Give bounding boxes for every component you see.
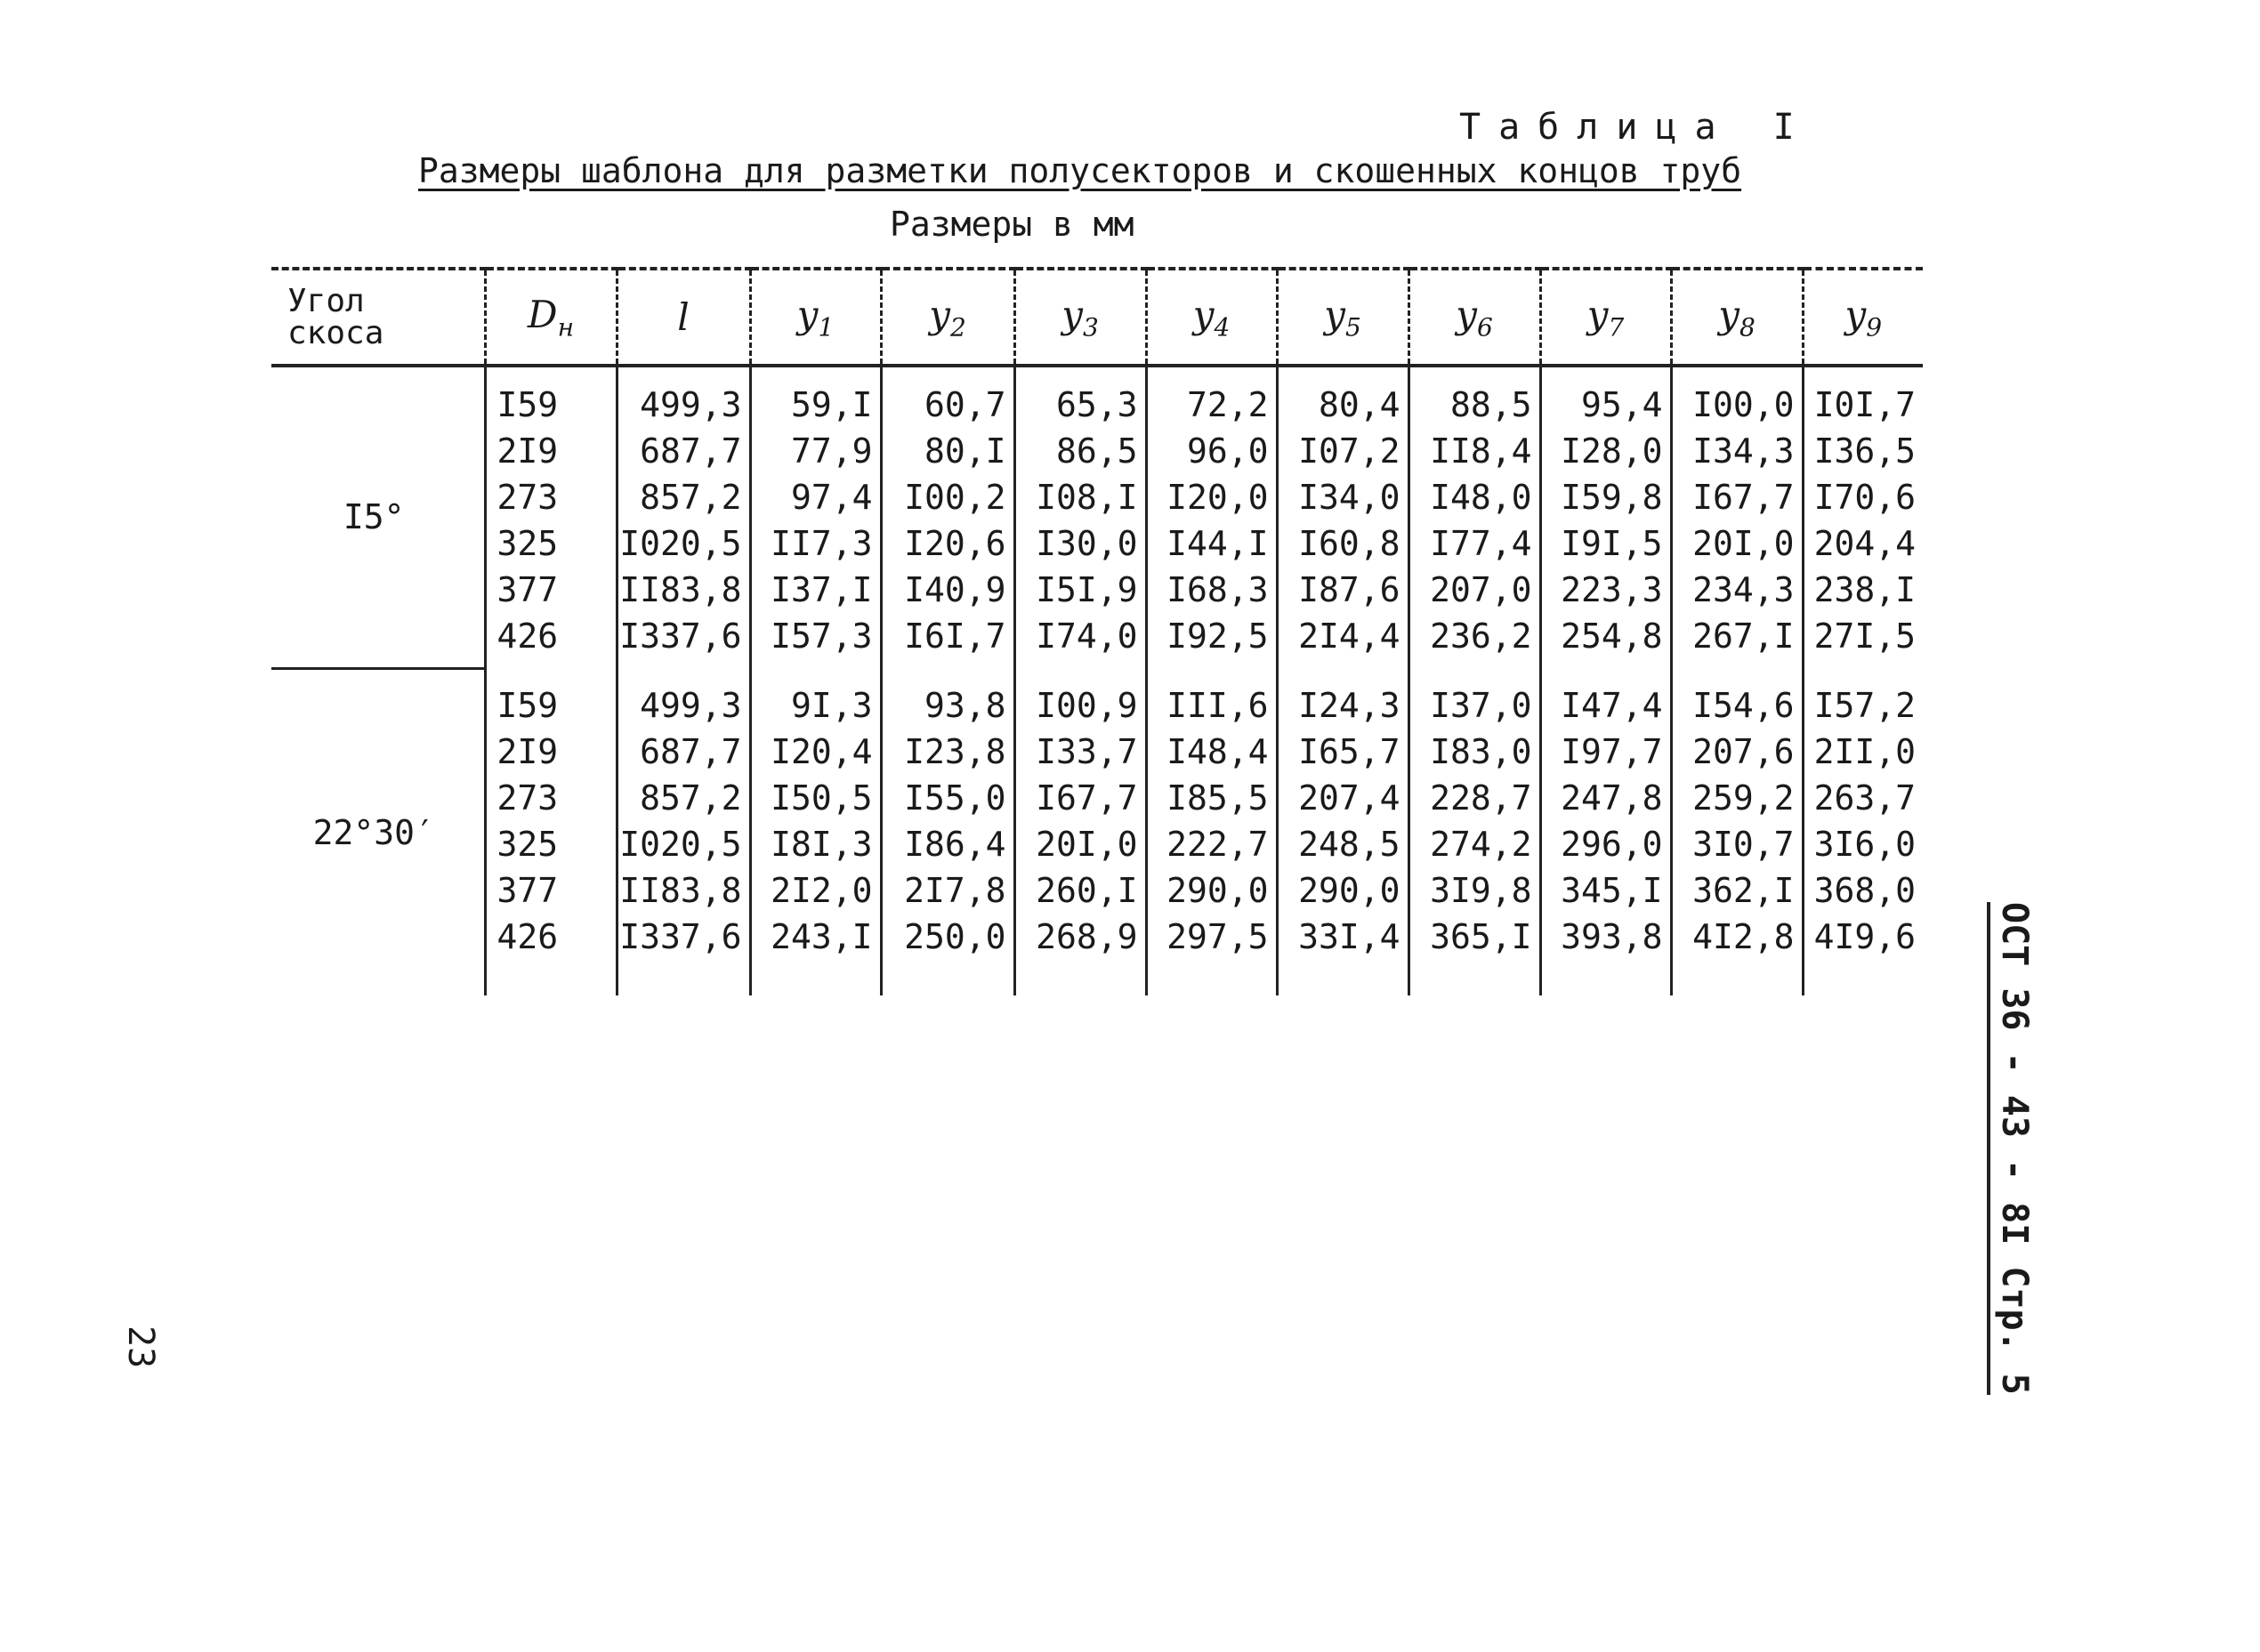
cell-y7: 393,8 — [1540, 914, 1671, 995]
cell-y6: I83,0 — [1408, 729, 1540, 775]
table-caption: Таблица I — [1459, 107, 1812, 148]
table-row — [271, 914, 1923, 995]
column-header-angle: Угол скоса — [271, 269, 485, 366]
cell-y3: I30,0 — [1014, 520, 1146, 567]
cell-y4: I44,I — [1146, 520, 1277, 567]
cell-y8: 259,2 — [1671, 775, 1803, 821]
cell-y2: 80,I — [881, 428, 1014, 474]
cell-y3: 260,I — [1014, 867, 1146, 914]
angle-cell: 22°30′ — [271, 668, 485, 995]
cell-y5: I65,7 — [1277, 729, 1408, 775]
cell-y7: 95,4 — [1540, 366, 1671, 428]
table-row — [271, 474, 1923, 520]
table-row — [271, 775, 1923, 821]
cell-y2: I23,8 — [881, 729, 1014, 775]
cell-y3: 268,9 — [1014, 914, 1146, 995]
cell-y2: 2I7,8 — [881, 867, 1014, 914]
cell-y9: 263,7 — [1803, 775, 1923, 821]
table-title: Размеры шаблона для разметки полусекторов и скошенных концов труб — [418, 151, 1742, 190]
cell-y4: III,6 — [1146, 668, 1277, 729]
cell-dn: 273 — [485, 474, 617, 520]
column-header-y3: $y_3$ — [1014, 269, 1146, 366]
cell-y9: 2II,0 — [1803, 729, 1923, 775]
cell-y3: I5I,9 — [1014, 567, 1146, 613]
cell-y8: 234,3 — [1671, 567, 1803, 613]
cell-y1: I20,4 — [750, 729, 881, 775]
cell-y5: 290,0 — [1277, 867, 1408, 914]
column-header-y9: $y_9$ — [1803, 269, 1923, 366]
cell-y1: I57,3 — [750, 613, 881, 668]
cell-y9: I70,6 — [1803, 474, 1923, 520]
column-header-dn: $D_н$ — [485, 269, 617, 366]
header-row — [271, 269, 1923, 366]
cell-l: II83,8 — [617, 867, 750, 914]
table-row — [271, 821, 1923, 867]
cell-y9: 27I,5 — [1803, 613, 1923, 668]
cell-y1: 59,I — [750, 366, 881, 428]
cell-l: 857,2 — [617, 474, 750, 520]
cell-y3: 20I,0 — [1014, 821, 1146, 867]
cell-dn: 426 — [485, 613, 617, 668]
cell-y4: I85,5 — [1146, 775, 1277, 821]
table-row — [271, 867, 1923, 914]
cell-dn: 426 — [485, 914, 617, 995]
cell-y8: I00,0 — [1671, 366, 1803, 428]
column-header-y6: $y_6$ — [1408, 269, 1540, 366]
cell-y3: I33,7 — [1014, 729, 1146, 775]
cell-y9: I57,2 — [1803, 668, 1923, 729]
cell-l: 499,3 — [617, 366, 750, 428]
cell-dn: 2I9 — [485, 428, 617, 474]
table-row — [271, 567, 1923, 613]
table-row — [271, 520, 1923, 567]
cell-y3: I67,7 — [1014, 775, 1146, 821]
cell-l: I020,5 — [617, 520, 750, 567]
cell-y3: I00,9 — [1014, 668, 1146, 729]
cell-y5: I34,0 — [1277, 474, 1408, 520]
angle-group-22-30 — [271, 668, 1923, 995]
cell-y2: 93,8 — [881, 668, 1014, 729]
cell-y1: 97,4 — [750, 474, 881, 520]
cell-y6: 88,5 — [1408, 366, 1540, 428]
column-header-y7: $y_7$ — [1540, 269, 1671, 366]
cell-y1: I37,I — [750, 567, 881, 613]
cell-y9: 238,I — [1803, 567, 1923, 613]
column-header-l: l — [617, 269, 750, 366]
cell-y8: 267,I — [1671, 613, 1803, 668]
table-row — [271, 366, 1923, 428]
cell-dn: 273 — [485, 775, 617, 821]
cell-y6: I77,4 — [1408, 520, 1540, 567]
column-header-y5: $y_5$ — [1277, 269, 1408, 366]
cell-y2: I00,2 — [881, 474, 1014, 520]
cell-y3: 86,5 — [1014, 428, 1146, 474]
cell-l: I020,5 — [617, 821, 750, 867]
cell-y6: 365,I — [1408, 914, 1540, 995]
cell-l: II83,8 — [617, 567, 750, 613]
cell-y9: 204,4 — [1803, 520, 1923, 567]
cell-y8: I54,6 — [1671, 668, 1803, 729]
cell-y4: 222,7 — [1146, 821, 1277, 867]
cell-y8: 362,I — [1671, 867, 1803, 914]
cell-l: I337,6 — [617, 613, 750, 668]
column-header-y1: $y_1$ — [750, 269, 881, 366]
cell-dn: 377 — [485, 567, 617, 613]
cell-y4: I20,0 — [1146, 474, 1277, 520]
cell-y1: 243,I — [750, 914, 881, 995]
cell-l: 687,7 — [617, 428, 750, 474]
cell-y5: 2I4,4 — [1277, 613, 1408, 668]
cell-y5: I60,8 — [1277, 520, 1408, 567]
cell-y8: 3I0,7 — [1671, 821, 1803, 867]
cell-l: I337,6 — [617, 914, 750, 995]
cell-y2: I86,4 — [881, 821, 1014, 867]
cell-y9: 368,0 — [1803, 867, 1923, 914]
cell-y8: 207,6 — [1671, 729, 1803, 775]
cell-y9: I36,5 — [1803, 428, 1923, 474]
angle-group-15 — [271, 366, 1923, 668]
cell-y1: 77,9 — [750, 428, 881, 474]
cell-y4: I48,4 — [1146, 729, 1277, 775]
cell-l: 687,7 — [617, 729, 750, 775]
table-row — [271, 613, 1923, 668]
cell-y1: I8I,3 — [750, 821, 881, 867]
cell-y1: I50,5 — [750, 775, 881, 821]
cell-y6: II8,4 — [1408, 428, 1540, 474]
cell-y7: I28,0 — [1540, 428, 1671, 474]
cell-y2: I55,0 — [881, 775, 1014, 821]
cell-dn: I59 — [485, 366, 617, 428]
column-header-y2: $y_2$ — [881, 269, 1014, 366]
cell-y4: I92,5 — [1146, 613, 1277, 668]
table-row — [271, 668, 1923, 729]
cell-y4: 290,0 — [1146, 867, 1277, 914]
cell-y5: I24,3 — [1277, 668, 1408, 729]
table-row — [271, 729, 1923, 775]
document-code-stamp: ОСТ 36 - 43 - 8I Стр. 5 — [1987, 902, 2035, 1395]
cell-y1: II7,3 — [750, 520, 881, 567]
cell-y9: I0I,7 — [1803, 366, 1923, 428]
cell-y6: 228,7 — [1408, 775, 1540, 821]
cell-y6: I48,0 — [1408, 474, 1540, 520]
cell-dn: 325 — [485, 821, 617, 867]
cell-y9: 4I9,6 — [1803, 914, 1923, 995]
cell-y3: 65,3 — [1014, 366, 1146, 428]
cell-y5: 80,4 — [1277, 366, 1408, 428]
cell-y5: 248,5 — [1277, 821, 1408, 867]
cell-l: 499,3 — [617, 668, 750, 729]
cell-y1: 9I,3 — [750, 668, 881, 729]
cell-y7: I9I,5 — [1540, 520, 1671, 567]
cell-y3: I08,I — [1014, 474, 1146, 520]
column-header-y8: $y_8$ — [1671, 269, 1803, 366]
angle-cell: I5° — [343, 497, 405, 537]
cell-y6: 3I9,8 — [1408, 867, 1540, 914]
cell-y7: 247,8 — [1540, 775, 1671, 821]
cell-y4: 72,2 — [1146, 366, 1277, 428]
table-units-note: Размеры в мм — [890, 205, 1134, 244]
page-number: 23 — [120, 1326, 161, 1369]
cell-dn: I59 — [485, 668, 617, 729]
cell-y4: 297,5 — [1146, 914, 1277, 995]
cell-y6: 274,2 — [1408, 821, 1540, 867]
table-row — [271, 428, 1923, 474]
cell-y1: 2I2,0 — [750, 867, 881, 914]
cell-y5: 207,4 — [1277, 775, 1408, 821]
cell-y5: I87,6 — [1277, 567, 1408, 613]
cell-y6: 236,2 — [1408, 613, 1540, 668]
cell-y7: 345,I — [1540, 867, 1671, 914]
cell-y2: I20,6 — [881, 520, 1014, 567]
cell-y7: 296,0 — [1540, 821, 1671, 867]
template-dimensions-table — [271, 267, 1923, 995]
cell-y8: I34,3 — [1671, 428, 1803, 474]
cell-y3: I74,0 — [1014, 613, 1146, 668]
cell-l: 857,2 — [617, 775, 750, 821]
cell-y7: I59,8 — [1540, 474, 1671, 520]
cell-dn: 325 — [485, 520, 617, 567]
cell-y7: I97,7 — [1540, 729, 1671, 775]
cell-y9: 3I6,0 — [1803, 821, 1923, 867]
cell-dn: 377 — [485, 867, 617, 914]
cell-y7: 254,8 — [1540, 613, 1671, 668]
cell-y5: 33I,4 — [1277, 914, 1408, 995]
cell-y8: 4I2,8 — [1671, 914, 1803, 995]
cell-y2: I6I,7 — [881, 613, 1014, 668]
cell-y2: I40,9 — [881, 567, 1014, 613]
cell-y6: I37,0 — [1408, 668, 1540, 729]
cell-y2: 60,7 — [881, 366, 1014, 428]
cell-y8: 20I,0 — [1671, 520, 1803, 567]
cell-y7: 223,3 — [1540, 567, 1671, 613]
cell-dn: 2I9 — [485, 729, 617, 775]
cell-y7: I47,4 — [1540, 668, 1671, 729]
cell-y4: I68,3 — [1146, 567, 1277, 613]
cell-y8: I67,7 — [1671, 474, 1803, 520]
column-header-y4: $y_4$ — [1146, 269, 1277, 366]
cell-y5: I07,2 — [1277, 428, 1408, 474]
cell-y4: 96,0 — [1146, 428, 1277, 474]
cell-y2: 250,0 — [881, 914, 1014, 995]
cell-y6: 207,0 — [1408, 567, 1540, 613]
